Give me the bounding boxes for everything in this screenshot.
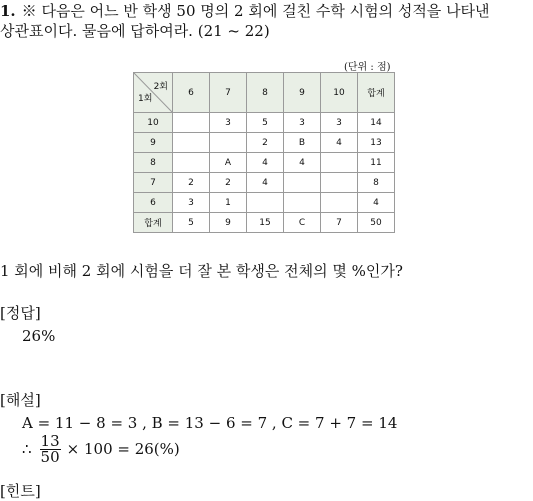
- row-header: 6: [134, 193, 173, 213]
- table-total-row: [134, 213, 395, 233]
- table-row: [134, 133, 395, 153]
- row-header: 7: [134, 173, 173, 193]
- table-cell: 14: [358, 113, 395, 133]
- table-cell: 50: [358, 213, 395, 233]
- correlation-table: [133, 72, 395, 233]
- table-cell: 3: [321, 113, 358, 133]
- answer-value: 26%: [22, 327, 56, 345]
- table-corner-cell: [134, 73, 173, 113]
- solution-line-1: A = 11 − 8 = 3 , B = 13 − 6 = 7 , C = 7 + 7 = 14: [22, 414, 398, 432]
- solution-line-2: [22, 432, 180, 466]
- therefore-symbol: ∴: [22, 440, 32, 458]
- corner-label-2: 2회: [153, 82, 168, 92]
- table-cell: 8: [358, 173, 395, 193]
- table-row: [134, 173, 395, 193]
- row-header-total: 합계: [134, 213, 173, 233]
- col-header: 6: [173, 73, 210, 113]
- table-cell: [284, 173, 321, 193]
- problem-line-2: 상관표이다. 물음에 답하여라. (21 ~ 22): [0, 22, 270, 40]
- row-header: 10: [134, 113, 173, 133]
- table-cell: 2: [247, 133, 284, 153]
- col-header: 9: [284, 73, 321, 113]
- table-cell: [321, 193, 358, 213]
- fraction-denominator: 50: [40, 447, 60, 466]
- col-header-total: 합계: [358, 73, 395, 113]
- hint-label: [힌트]: [0, 482, 41, 500]
- table-cell: A: [210, 153, 247, 173]
- table-cell: 15: [247, 213, 284, 233]
- table-cell: [173, 113, 210, 133]
- row-header: 9: [134, 133, 173, 153]
- table-cell: 2: [173, 173, 210, 193]
- table-cell: 7: [321, 213, 358, 233]
- table-unit: (단위 : 점): [344, 62, 391, 73]
- table-cell: 3: [173, 193, 210, 213]
- table-row: [134, 193, 395, 213]
- fraction-numerator: 13: [40, 431, 60, 450]
- problem-line-1: [0, 2, 490, 20]
- table-cell: [173, 133, 210, 153]
- table-cell: [321, 173, 358, 193]
- table-cell: 9: [210, 213, 247, 233]
- table-cell: [321, 153, 358, 173]
- col-header: 10: [321, 73, 358, 113]
- table-cell: 3: [210, 113, 247, 133]
- table-header-row: [134, 73, 395, 113]
- col-header: 7: [210, 73, 247, 113]
- table-cell: 3: [284, 113, 321, 133]
- problem-number: 1.: [0, 2, 16, 20]
- table-cell: [284, 193, 321, 213]
- table-cell: [247, 193, 284, 213]
- table-row: [134, 153, 395, 173]
- table-cell: [210, 133, 247, 153]
- answer-label: [정답]: [0, 304, 41, 322]
- table-cell: 5: [247, 113, 284, 133]
- question-text: 1 회에 비해 2 회에 시험을 더 잘 본 학생은 전체의 몇 %인가?: [0, 262, 403, 280]
- corner-label-1: 1회: [138, 94, 153, 104]
- table-cell: C: [284, 213, 321, 233]
- table-cell: 4: [247, 153, 284, 173]
- table-cell: 2: [210, 173, 247, 193]
- table-cell: 4: [321, 133, 358, 153]
- table-cell: 1: [210, 193, 247, 213]
- problem-text-1: ※ 다음은 어느 반 학생 50 명의 2 회에 걸친 수학 시험의 성적을 나타낸: [21, 2, 490, 20]
- table-cell: 13: [358, 133, 395, 153]
- table-cell: [173, 153, 210, 173]
- fraction: [40, 431, 61, 466]
- table-cell: 4: [247, 173, 284, 193]
- table-cell: 5: [173, 213, 210, 233]
- solution-line-2-rest: × 100 = 26(%): [66, 440, 180, 458]
- solution-label: [해설]: [0, 391, 41, 409]
- table-cell: 4: [284, 153, 321, 173]
- table-row: [134, 113, 395, 133]
- col-header: 8: [247, 73, 284, 113]
- table-cell: 11: [358, 153, 395, 173]
- row-header: 8: [134, 153, 173, 173]
- table-cell: 4: [358, 193, 395, 213]
- table-cell: B: [284, 133, 321, 153]
